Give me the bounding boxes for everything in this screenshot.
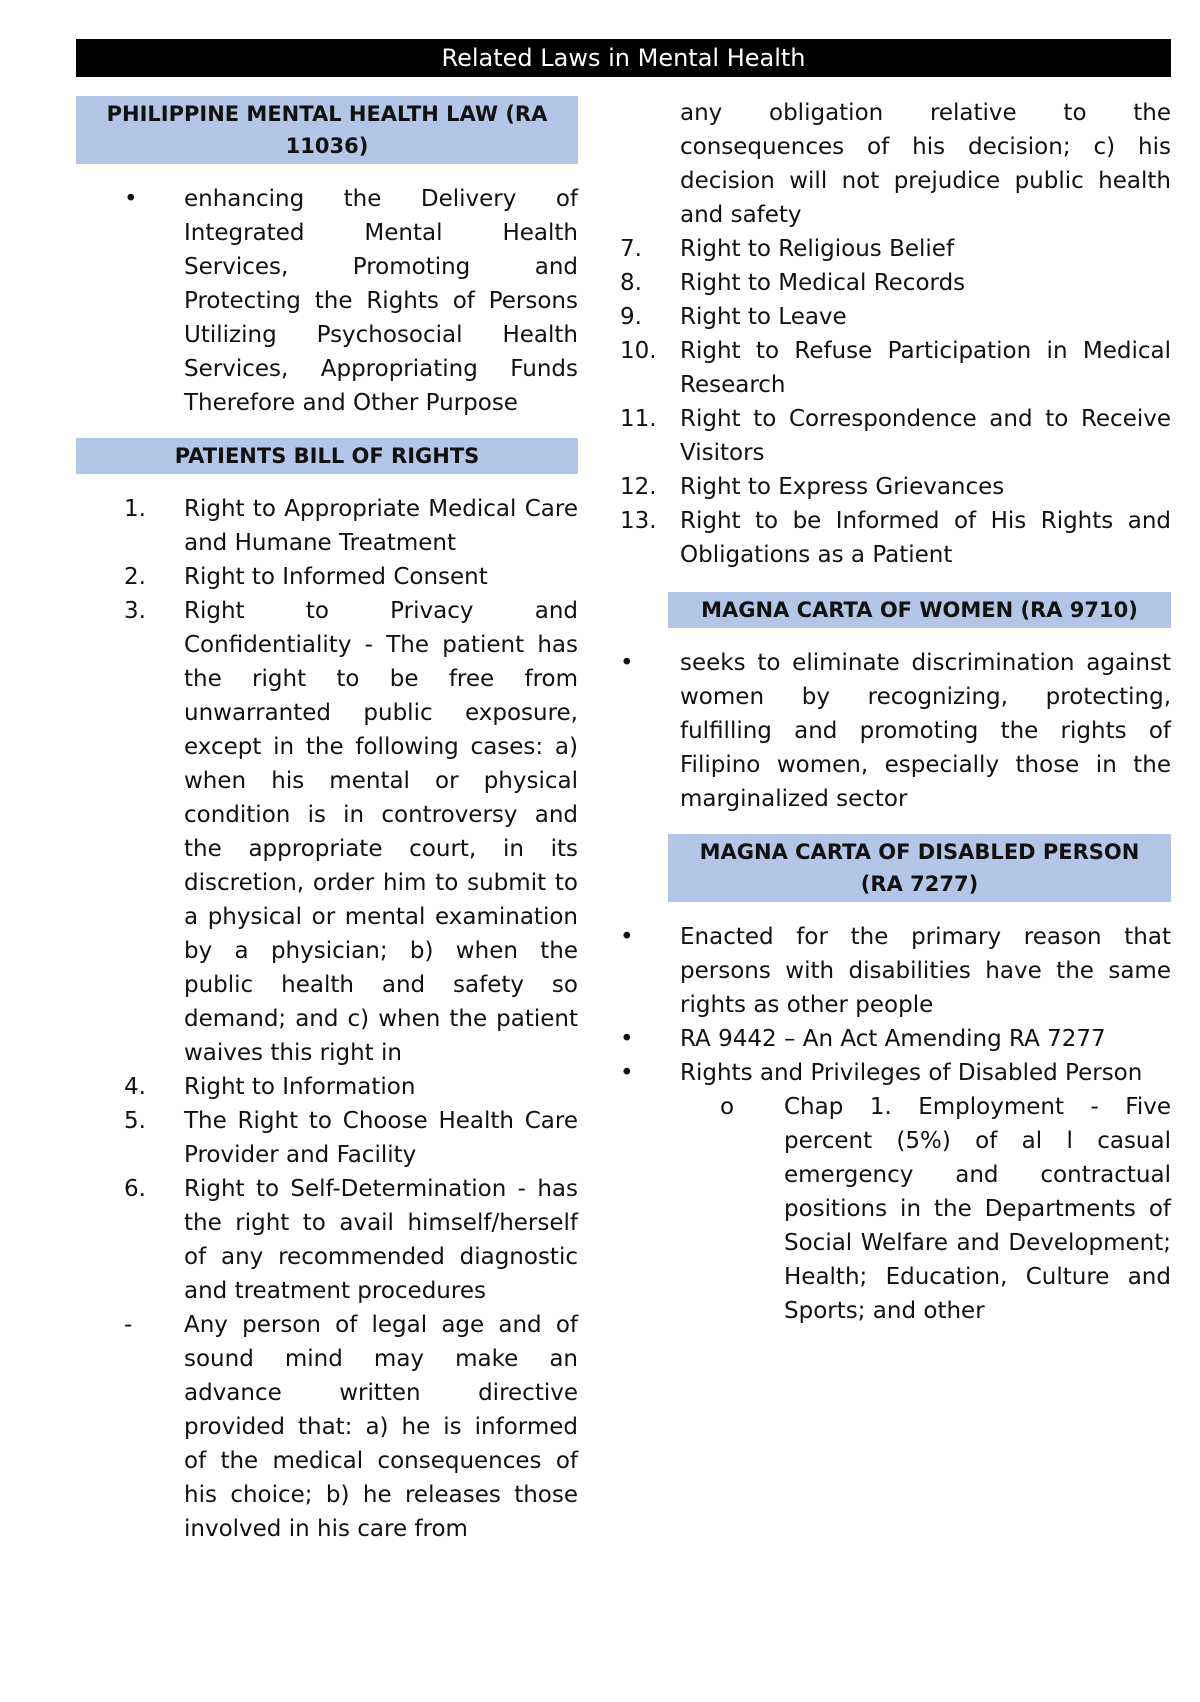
list-item-text: Chap 1. Employment - Five percent (5%) of al l casual emergency and contractual positions in the Departments of Social Welfare and Development; Health; Education, Culture and Sports; and other — [784, 1094, 1171, 1324]
item-number: 3. — [124, 598, 146, 624]
item-number: 6. — [124, 1176, 146, 1202]
list-item — [76, 560, 578, 594]
bullet-icon — [620, 1022, 660, 1056]
rights-privileges-sublist — [572, 1090, 1171, 1328]
list-item-text: Right to Privacy and Confidentiality - The patient has the right to be free from unwarranted public exposure, except in the following cases: a) when his mental or physical condition is in controversy and the appropriate court, in its discretion, order him to submit to a physical or mental examination by a physician; b) when the public health and safety so demand; and c) when the patient waives this right in — [184, 598, 578, 1066]
list-item — [572, 1022, 1171, 1056]
circle-bullet-icon: o — [720, 1094, 735, 1120]
section-heading-patients-bill: PATIENTS BILL OF RIGHTS — [76, 438, 578, 474]
list-item-text: Right to Religious Belief — [680, 236, 955, 262]
list-item-text: Any person of legal age and of sound mind may make an advance written directive provided that: a) he is informed of the medical consequences of his choice; b) he releases those involved in his care from — [184, 1312, 578, 1542]
item-number: 13. — [620, 508, 657, 534]
magna-carta-women-list — [572, 646, 1171, 816]
list-item — [572, 920, 1171, 1022]
list-item-text: The Right to Choose Health Care Provider and Facility — [184, 1108, 578, 1168]
page-title: Related Laws in Mental Health — [76, 39, 1171, 77]
section-heading-magna-carta-disabled: MAGNA CARTA OF DISABLED PERSON (RA 7277) — [668, 834, 1171, 902]
list-item — [76, 1070, 578, 1104]
magna-carta-disabled-list — [572, 920, 1171, 1090]
section-heading-magna-carta-women: MAGNA CARTA OF WOMEN (RA 9710) — [668, 592, 1171, 628]
item-number: 8. — [620, 270, 642, 296]
list-item-text: seeks to eliminate discrimination against women by recognizing, protecting, fulfilling and promoting the rights of Filipino women, especially those in the marginalized sector — [680, 650, 1171, 812]
item-number: 5. — [124, 1108, 146, 1134]
patients-bill-list-continued — [572, 232, 1171, 572]
list-item — [572, 232, 1171, 266]
list-item-text: Right to Self-Determination - has the right to avail himself/herself of any recommended diagnostic and treatment procedures — [184, 1176, 578, 1304]
list-item — [76, 1104, 578, 1172]
bullet-icon — [620, 1056, 660, 1090]
section-heading-mental-health-law: PHILIPPINE MENTAL HEALTH LAW (RA 11036) — [76, 96, 578, 164]
list-item-text: Right to Informed Consent — [184, 564, 488, 590]
continued-text: any obligation relative to the consequences of his decision; c) his decision will not prejudice public health and safety — [680, 100, 1171, 228]
list-item-text: Rights and Privileges of Disabled Person — [680, 1060, 1143, 1086]
list-item — [572, 1056, 1171, 1090]
item-number: 7. — [620, 236, 642, 262]
patients-bill-list — [76, 492, 578, 1546]
list-item — [572, 300, 1171, 334]
item-number: 2. — [124, 564, 146, 590]
list-item-text: Right to Correspondence and to Receive Visitors — [680, 406, 1171, 466]
list-item — [572, 1090, 1171, 1328]
list-item-text: Enacted for the primary reason that persons with disabilities have the same rights as other people — [680, 924, 1171, 1018]
list-item — [572, 646, 1171, 816]
list-item — [572, 334, 1171, 402]
list-item — [572, 504, 1171, 572]
list-item-text: Right to Express Grievances — [680, 474, 1005, 500]
list-item-text: Right to Refuse Participation in Medical Research — [680, 338, 1171, 398]
list-item-text: Right to be Informed of His Rights and Obligations as a Patient — [680, 508, 1171, 568]
item-number: 4. — [124, 1074, 146, 1100]
list-item-text: Right to Appropriate Medical Care and Humane Treatment — [184, 496, 578, 556]
list-item — [572, 402, 1171, 470]
item-number: 12. — [620, 474, 657, 500]
bullet-icon — [620, 920, 660, 954]
list-item-text: Right to Leave — [680, 304, 847, 330]
item-number: 1. — [124, 496, 146, 522]
list-item — [76, 1308, 578, 1546]
list-item-text: Right to Information — [184, 1074, 416, 1100]
list-item-text: RA 9442 – An Act Amending RA 7277 — [680, 1026, 1106, 1052]
list-item — [572, 470, 1171, 504]
item-number: 11. — [620, 406, 657, 432]
list-item — [76, 1172, 578, 1308]
bullet-icon — [124, 182, 164, 216]
list-item-text: enhancing the Delivery of Integrated Mental Health Services, Promoting and Protecting the Rights of Persons Utilizing Psychosocial Health Services, Appropriating Funds Therefore and Other Purpose — [184, 186, 578, 416]
list-item — [572, 266, 1171, 300]
list-item-text: Right to Medical Records — [680, 270, 966, 296]
right-column — [620, 96, 1171, 1328]
left-column — [76, 96, 578, 1564]
item-number: 9. — [620, 304, 642, 330]
list-item — [76, 492, 578, 560]
dash-marker: - — [124, 1312, 133, 1338]
list-item — [76, 594, 578, 1070]
list-item — [76, 182, 578, 420]
mental-health-law-list — [76, 182, 578, 420]
item-number: 10. — [620, 338, 657, 364]
bullet-icon — [620, 646, 660, 680]
